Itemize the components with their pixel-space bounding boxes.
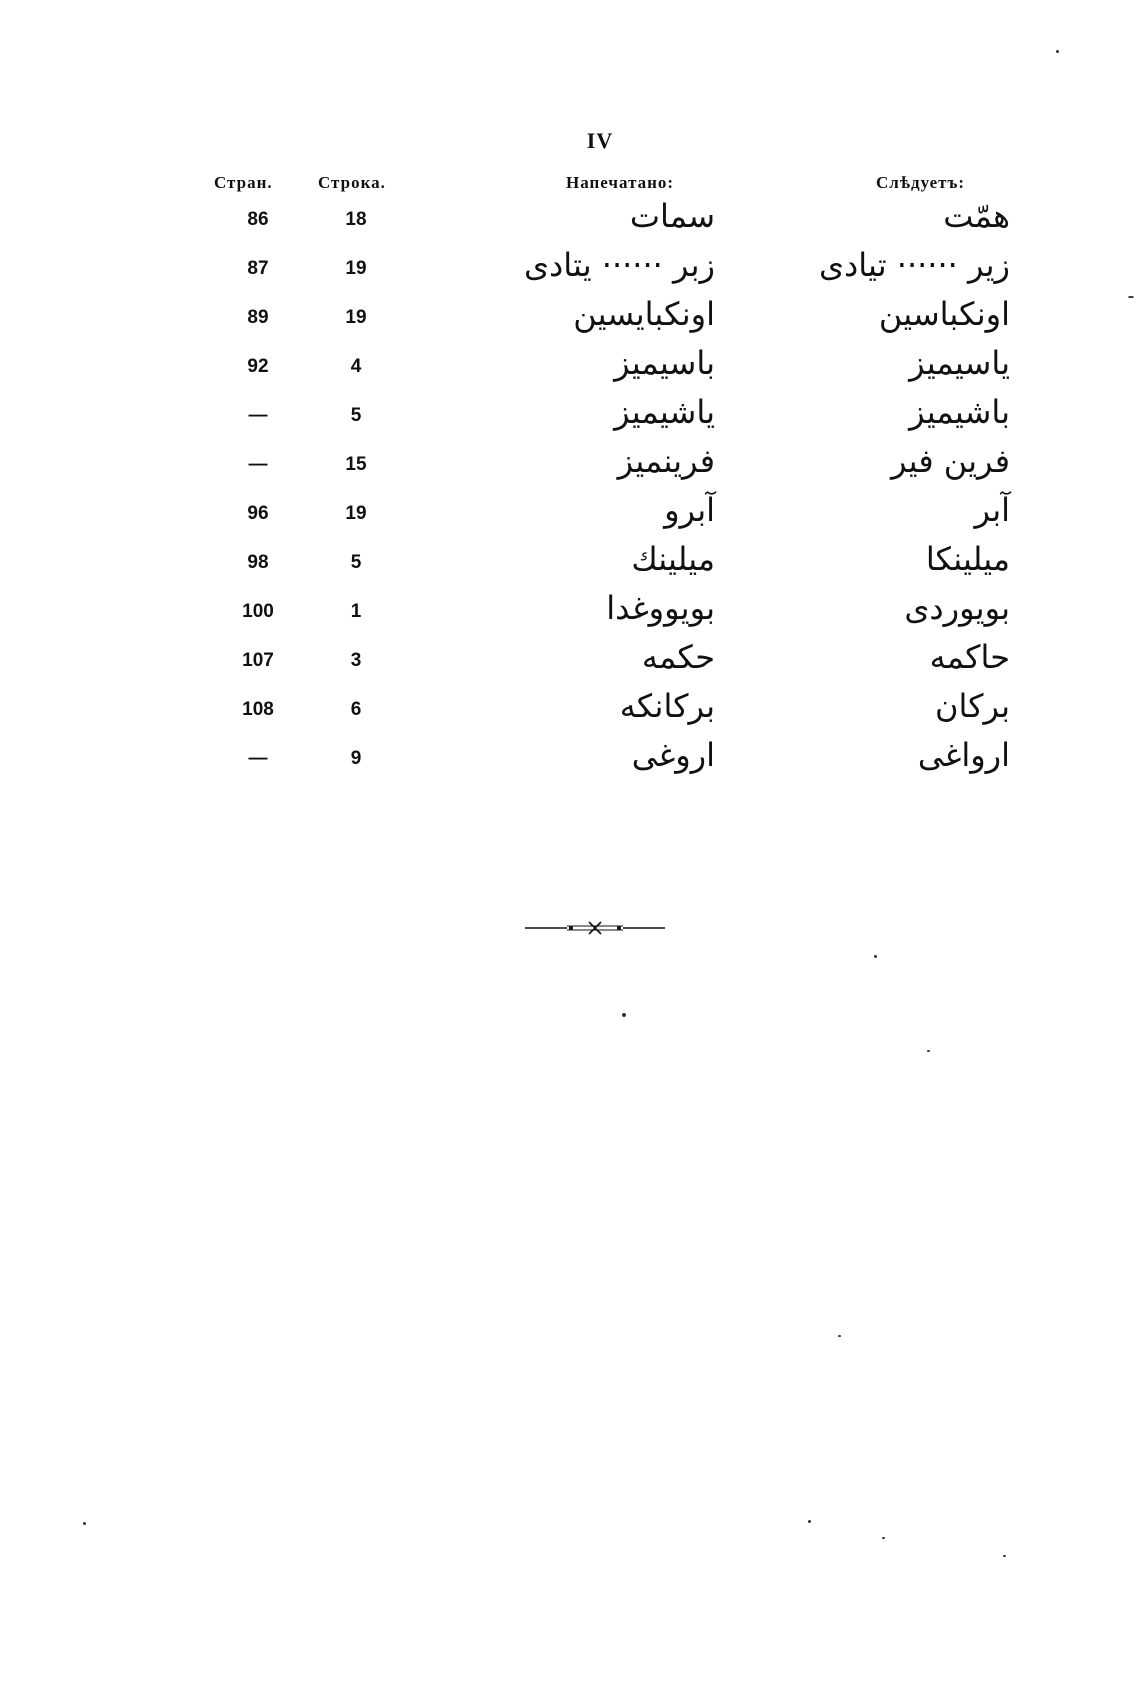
row-printed: بويووغدا <box>606 589 715 627</box>
row-line: 5 <box>350 405 362 426</box>
print-speck <box>808 1520 811 1523</box>
row-printed: باسيميز <box>614 344 715 382</box>
print-speck <box>83 1522 86 1525</box>
row-correct: ياسيميز <box>909 344 1010 382</box>
print-speck <box>874 955 877 958</box>
row-correct: همّت <box>943 197 1010 235</box>
row-printed: اروغى <box>631 736 715 774</box>
row-printed: حكمه <box>641 638 715 676</box>
print-speck <box>1128 296 1134 298</box>
print-speck <box>1003 1555 1006 1557</box>
row-line: 1 <box>350 601 362 622</box>
end-ornament-divider <box>525 920 665 936</box>
row-correct: آبر <box>974 491 1010 529</box>
row-page: 108 <box>242 699 274 720</box>
header-correct: Слѣдуетъ: <box>876 173 966 192</box>
row-correct: فرين فير <box>891 442 1010 480</box>
row-correct: باشيميز <box>909 393 1010 431</box>
print-speck <box>838 1335 841 1337</box>
row-page: 87 <box>247 258 269 279</box>
row-page: 98 <box>247 552 269 573</box>
print-speck <box>1056 50 1059 53</box>
row-line: 18 <box>345 209 367 230</box>
print-speck <box>882 1537 885 1539</box>
errata-row <box>0 736 1140 793</box>
row-line: 19 <box>345 258 367 279</box>
row-correct: بويوردى <box>904 589 1010 627</box>
row-line: 19 <box>345 503 367 524</box>
row-correct: ارواغى <box>917 736 1010 774</box>
row-page: 107 <box>242 650 274 671</box>
row-correct: ميلينكا <box>925 540 1010 578</box>
row-correct: اونكباسين <box>878 295 1010 333</box>
row-printed: آبرو <box>664 491 715 529</box>
row-line: 5 <box>350 552 362 573</box>
row-line: 3 <box>350 650 362 671</box>
row-printed: سمات <box>629 197 715 235</box>
errata-table <box>0 165 1140 793</box>
row-printed: زبر ······ يتادى <box>524 246 715 284</box>
header-printed: Напечатано: <box>566 173 675 192</box>
row-page: 86 <box>247 209 269 230</box>
header-page: Стран. <box>214 173 273 192</box>
print-speck <box>622 1013 626 1017</box>
row-line: 15 <box>345 454 367 475</box>
row-correct: حاكمه <box>929 638 1010 676</box>
header-line: Строка. <box>318 173 386 192</box>
row-printed: بركانكه <box>619 687 715 725</box>
row-page: — <box>248 454 268 475</box>
row-printed: ميلينك <box>631 540 715 578</box>
row-correct: زير ······ تيادى <box>819 246 1010 284</box>
row-page: 96 <box>247 503 269 524</box>
row-page: — <box>248 405 268 426</box>
row-page: — <box>248 748 268 769</box>
row-page: 92 <box>247 356 269 377</box>
row-page: 100 <box>242 601 274 622</box>
row-line: 6 <box>350 699 362 720</box>
row-line: 4 <box>350 356 362 377</box>
row-printed: فرينميز <box>617 442 715 480</box>
row-line: 9 <box>350 748 362 769</box>
row-printed: اونكبايسين <box>573 295 715 333</box>
row-printed: ياشيميز <box>614 393 715 431</box>
print-speck <box>927 1050 930 1052</box>
page-number: IV <box>586 128 614 153</box>
row-correct: بركان <box>934 687 1010 725</box>
row-page: 89 <box>247 307 269 328</box>
row-line: 19 <box>345 307 367 328</box>
